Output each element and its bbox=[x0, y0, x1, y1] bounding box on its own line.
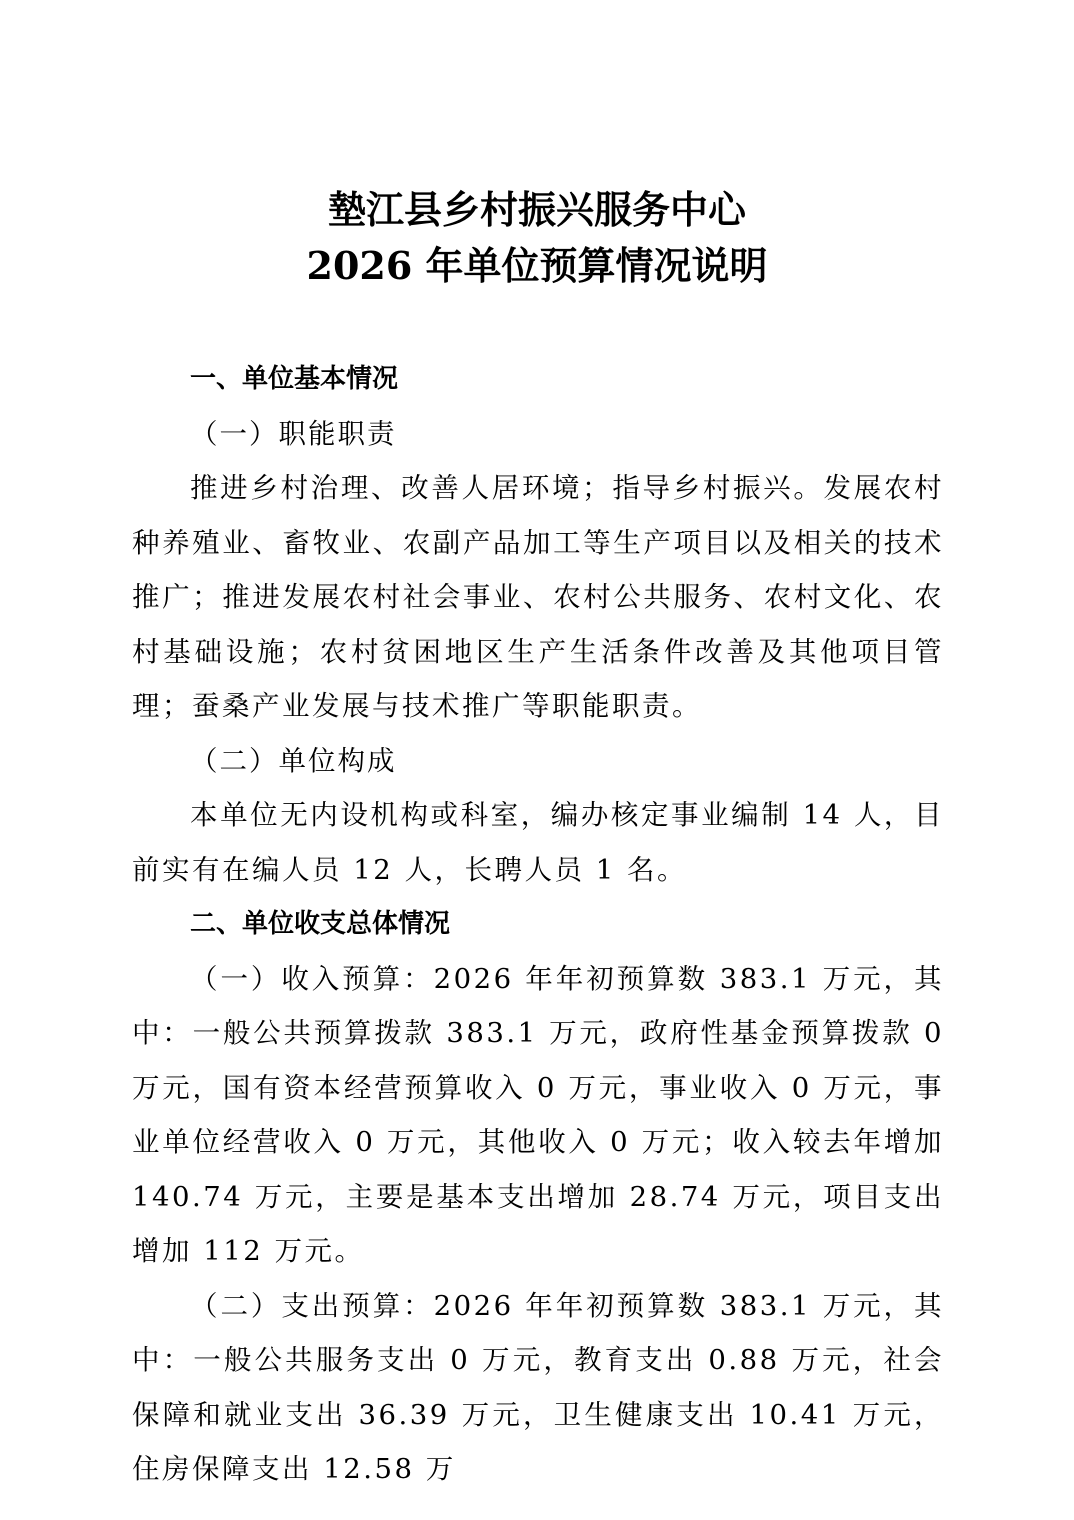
document-title-line2: 2026 年单位预算情况说明 bbox=[306, 243, 768, 288]
section1-subheading-duties: （一）职能职责 bbox=[190, 417, 397, 450]
document-body bbox=[132, 352, 944, 1497]
section1-duties-paragraph: 推进乡村治理、改善人居环境；指导乡村振兴。发展农村种养殖业、畜牧业、农副产品加工等生产项目以及相关的技术推广；推进发展农村社会事业、农村公共服务、农村文化、农村基础设施；农村贫困地区生产生活条件改善及其他项目管理；蚕桑产业发展与技术推广等职能职责。 bbox=[132, 472, 944, 722]
section2-expenditure-paragraph: （二）支出预算：2026 年年初预算数 383.1 万元，其中：一般公共服务支出 0 万元，教育支出 0.88 万元，社会保障和就业支出 36.39 万元，卫生健康支出 10.41 万元，住房保障支出 12.58 万 bbox=[132, 1289, 944, 1485]
section2-heading: 二、单位收支总体情况 bbox=[190, 909, 451, 939]
section1-subheading-composition: （二）单位构成 bbox=[190, 744, 397, 777]
section1-composition-paragraph: 本单位无内设机构或科室，编办核定事业编制 14 人，目前实有在编人员 12 人，长聘人员 1 名。 bbox=[132, 799, 944, 886]
section1-heading: 一、单位基本情况 bbox=[190, 364, 399, 394]
section2-income-paragraph: （一）收入预算：2026 年年初预算数 383.1 万元，其中：一般公共预算拨款 383.1 万元，政府性基金预算拨款 0 万元，国有资本经营预算收入 0 万元，事业收入 0 万元，事业单位经营收入 0 万元，其他收入 0 万元；收入较去年增加 140.74 万元，主要是基本支出增加 28.74 万元，项目支出增加 112 万元。 bbox=[132, 962, 944, 1267]
document-title-line1: 墊江县乡村振兴服务中心 bbox=[327, 187, 746, 232]
